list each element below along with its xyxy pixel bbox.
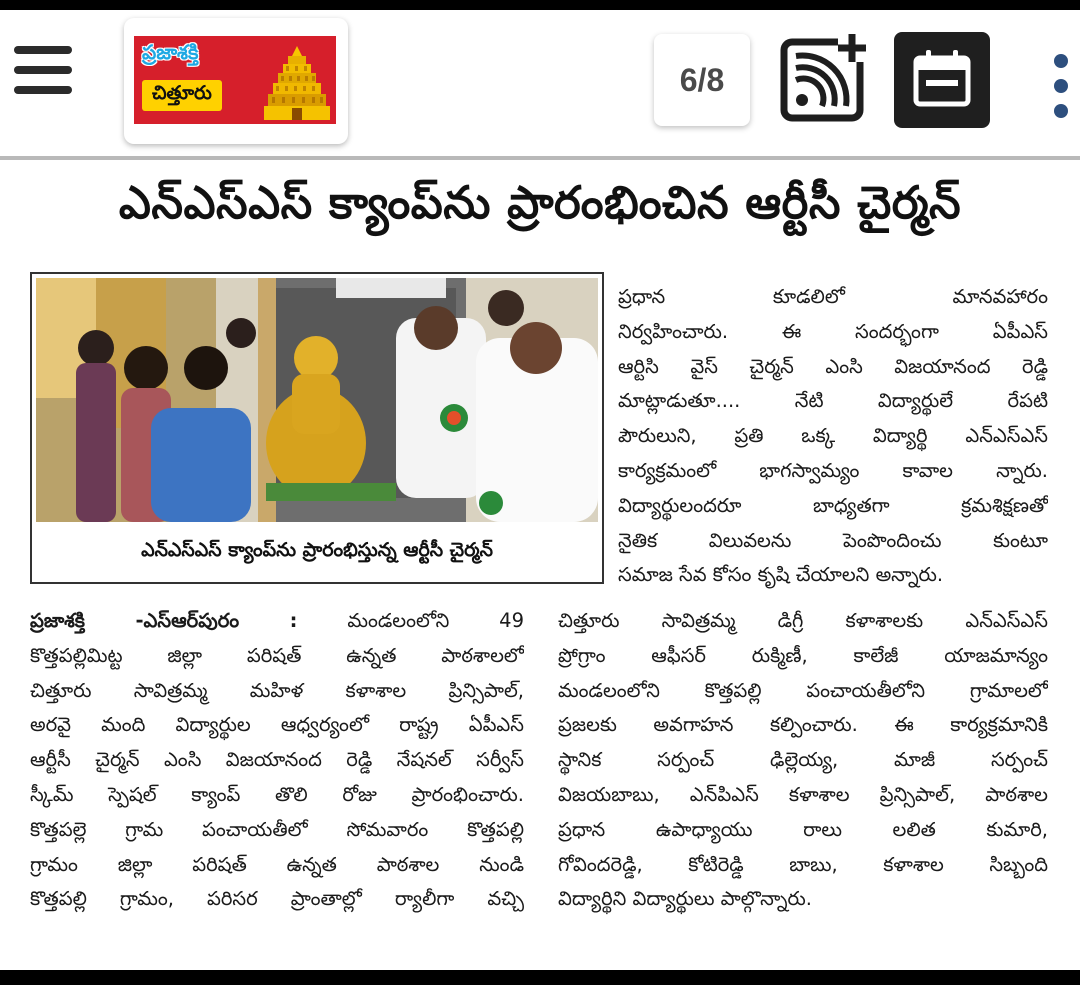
- article-column-right-top: [618, 280, 1048, 593]
- text-line: పౌరులుని, ప్రతి ఒక్క విద్యార్థి ఎన్ఎస్ఎస్: [618, 424, 1048, 448]
- text-line: విద్యార్థిని విద్యార్థులు పాల్గొన్నారు.: [558, 887, 812, 911]
- text-fragment: మండలంలోని 49: [347, 609, 524, 632]
- text-line: గ్రామం జిల్లా పరిషత్ ఉన్నత పాఠశాల నుండి: [30, 852, 524, 876]
- temple-gopuram-icon: [262, 42, 332, 122]
- text-line: ఆర్టిసి వైస్ చైర్మన్ ఎంసి విజయానంద రెడ్డి: [618, 354, 1048, 378]
- text-line: విజయబాబు, ఎన్‌పిఎస్ కళాశాల ప్రిన్సిపాల్, పాఠశాల: [558, 782, 1048, 806]
- menu-icon[interactable]: [14, 46, 74, 96]
- text-line: చిత్తూరు సావిత్రమ్మ డిగ్రీ కళాశాలకు ఎన్ఎస్ఎస్: [558, 609, 1048, 632]
- article-column-left: [30, 604, 524, 917]
- text-line: అరవై మంది విద్యార్థుల ఆధ్వర్యంలో రాష్ట్ర ఏపీఎస్: [30, 713, 524, 737]
- text-line: కొత్తపల్లి గ్రామం, పరిసర ప్రాంతాల్లో ర్యాలీగా వచ్చి: [30, 887, 524, 911]
- text-line: స్థానిక సర్పంచ్ ఢిల్లెయ్య, మాజీ సర్పంచ్: [558, 748, 1048, 772]
- dateline-line: [30, 604, 524, 639]
- text-line: కొత్తపల్లిమిట్ట జిల్లా పరిషత్ ఉన్నత పాఠశాలలో: [30, 643, 524, 667]
- logo-edition: చిత్తూరు: [142, 80, 222, 111]
- article-photo[interactable]: [36, 278, 598, 522]
- logo-banner: [134, 36, 336, 124]
- text-line: స్కీమ్ స్పెషల్ క్యాంప్ తొలి రోజు ప్రారంభించారు.: [30, 782, 524, 806]
- page-counter[interactable]: 6/8: [654, 34, 750, 126]
- text-line: చిత్తూరు సావిత్రమ్మ మహిళ కళాశాల ప్రిన్సిపాల్,: [30, 678, 524, 702]
- photo-caption: ఎన్‌ఎస్‌ఎస్ క్యాంప్‌ను ప్రారంభిస్తున్న ఆర్టీసీ చైర్మన్: [141, 538, 493, 561]
- newspaper-logo[interactable]: [124, 18, 348, 144]
- article-column-right-bottom: [558, 604, 1048, 917]
- text-line: నిర్వహించారు. ఈ సందర్భంగా ఏపీఎస్: [618, 319, 1048, 343]
- navigation-bar-strip: [0, 970, 1080, 985]
- toolbar-divider: [0, 156, 1080, 160]
- article-photo-box: [30, 272, 604, 584]
- text-line: మండలంలోని కొత్తపల్లి పంచాయతీలోని గ్రామాలలో: [558, 678, 1048, 702]
- text-line: ప్రధాన ఉపాధ్యాయు రాలు లలిత కుమారి,: [558, 817, 1048, 841]
- text-line: కొత్తపల్లె గ్రామ పంచాయతీలో సోమవారం కొత్తపల్లి: [30, 817, 524, 841]
- status-bar-strip: [0, 0, 1080, 10]
- calendar-button[interactable]: [894, 32, 990, 128]
- text-line: నైతిక విలువలను పెంపొందించు కుంటూ: [618, 528, 1048, 552]
- more-vertical-icon[interactable]: [1050, 54, 1074, 124]
- text-line: మాట్లాడుతూ.... నేటి విద్యార్థులే రేపటి: [618, 389, 1048, 413]
- text-line: ప్రధాన కూడలిలో మానవహారం: [618, 285, 1048, 308]
- text-line: ప్రోగ్రాం ఆఫీసర్ రుక్మిణీ, కాలేజీ యాజమాన్యం: [558, 643, 1048, 667]
- dateline: ప్రజాశక్తి -ఎస్ఆర్‌పురం :: [30, 609, 298, 632]
- app-toolbar: [0, 10, 1080, 158]
- add-feed-icon[interactable]: [778, 32, 870, 124]
- text-line: ప్రజలకు అవగాహన కల్పించారు. ఈ కార్యక్రమానికి: [558, 713, 1048, 737]
- text-line: విద్యార్థులందరూ బాధ్యతగా క్రమశిక్షణతో: [618, 493, 1048, 517]
- text-line: ఆర్టీసీ చైర్మన్ ఎంసి విజయానంద రెడ్డి నేషనల్ సర్వీస్: [30, 748, 524, 772]
- text-line: సమాజ సేవ కోసం కృషి చేయాలని అన్నారు.: [618, 563, 944, 587]
- article-headline: ఎన్‌ఎస్‌ఎస్ క్యాంప్‌ను ప్రారంభించిన ఆర్టీసీ చైర్మన్: [118, 176, 962, 229]
- text-line: కార్యక్రమంలో భాగస్వామ్యం కావాల న్నారు.: [618, 458, 1048, 482]
- calendar-icon: [894, 32, 990, 128]
- logo-title: ప్రజాశక్తి: [142, 40, 199, 64]
- text-line: గోవిందరెడ్డి, కోటిరెడ్డి బాబు, కళాశాల సిబ్బంది: [558, 852, 1048, 876]
